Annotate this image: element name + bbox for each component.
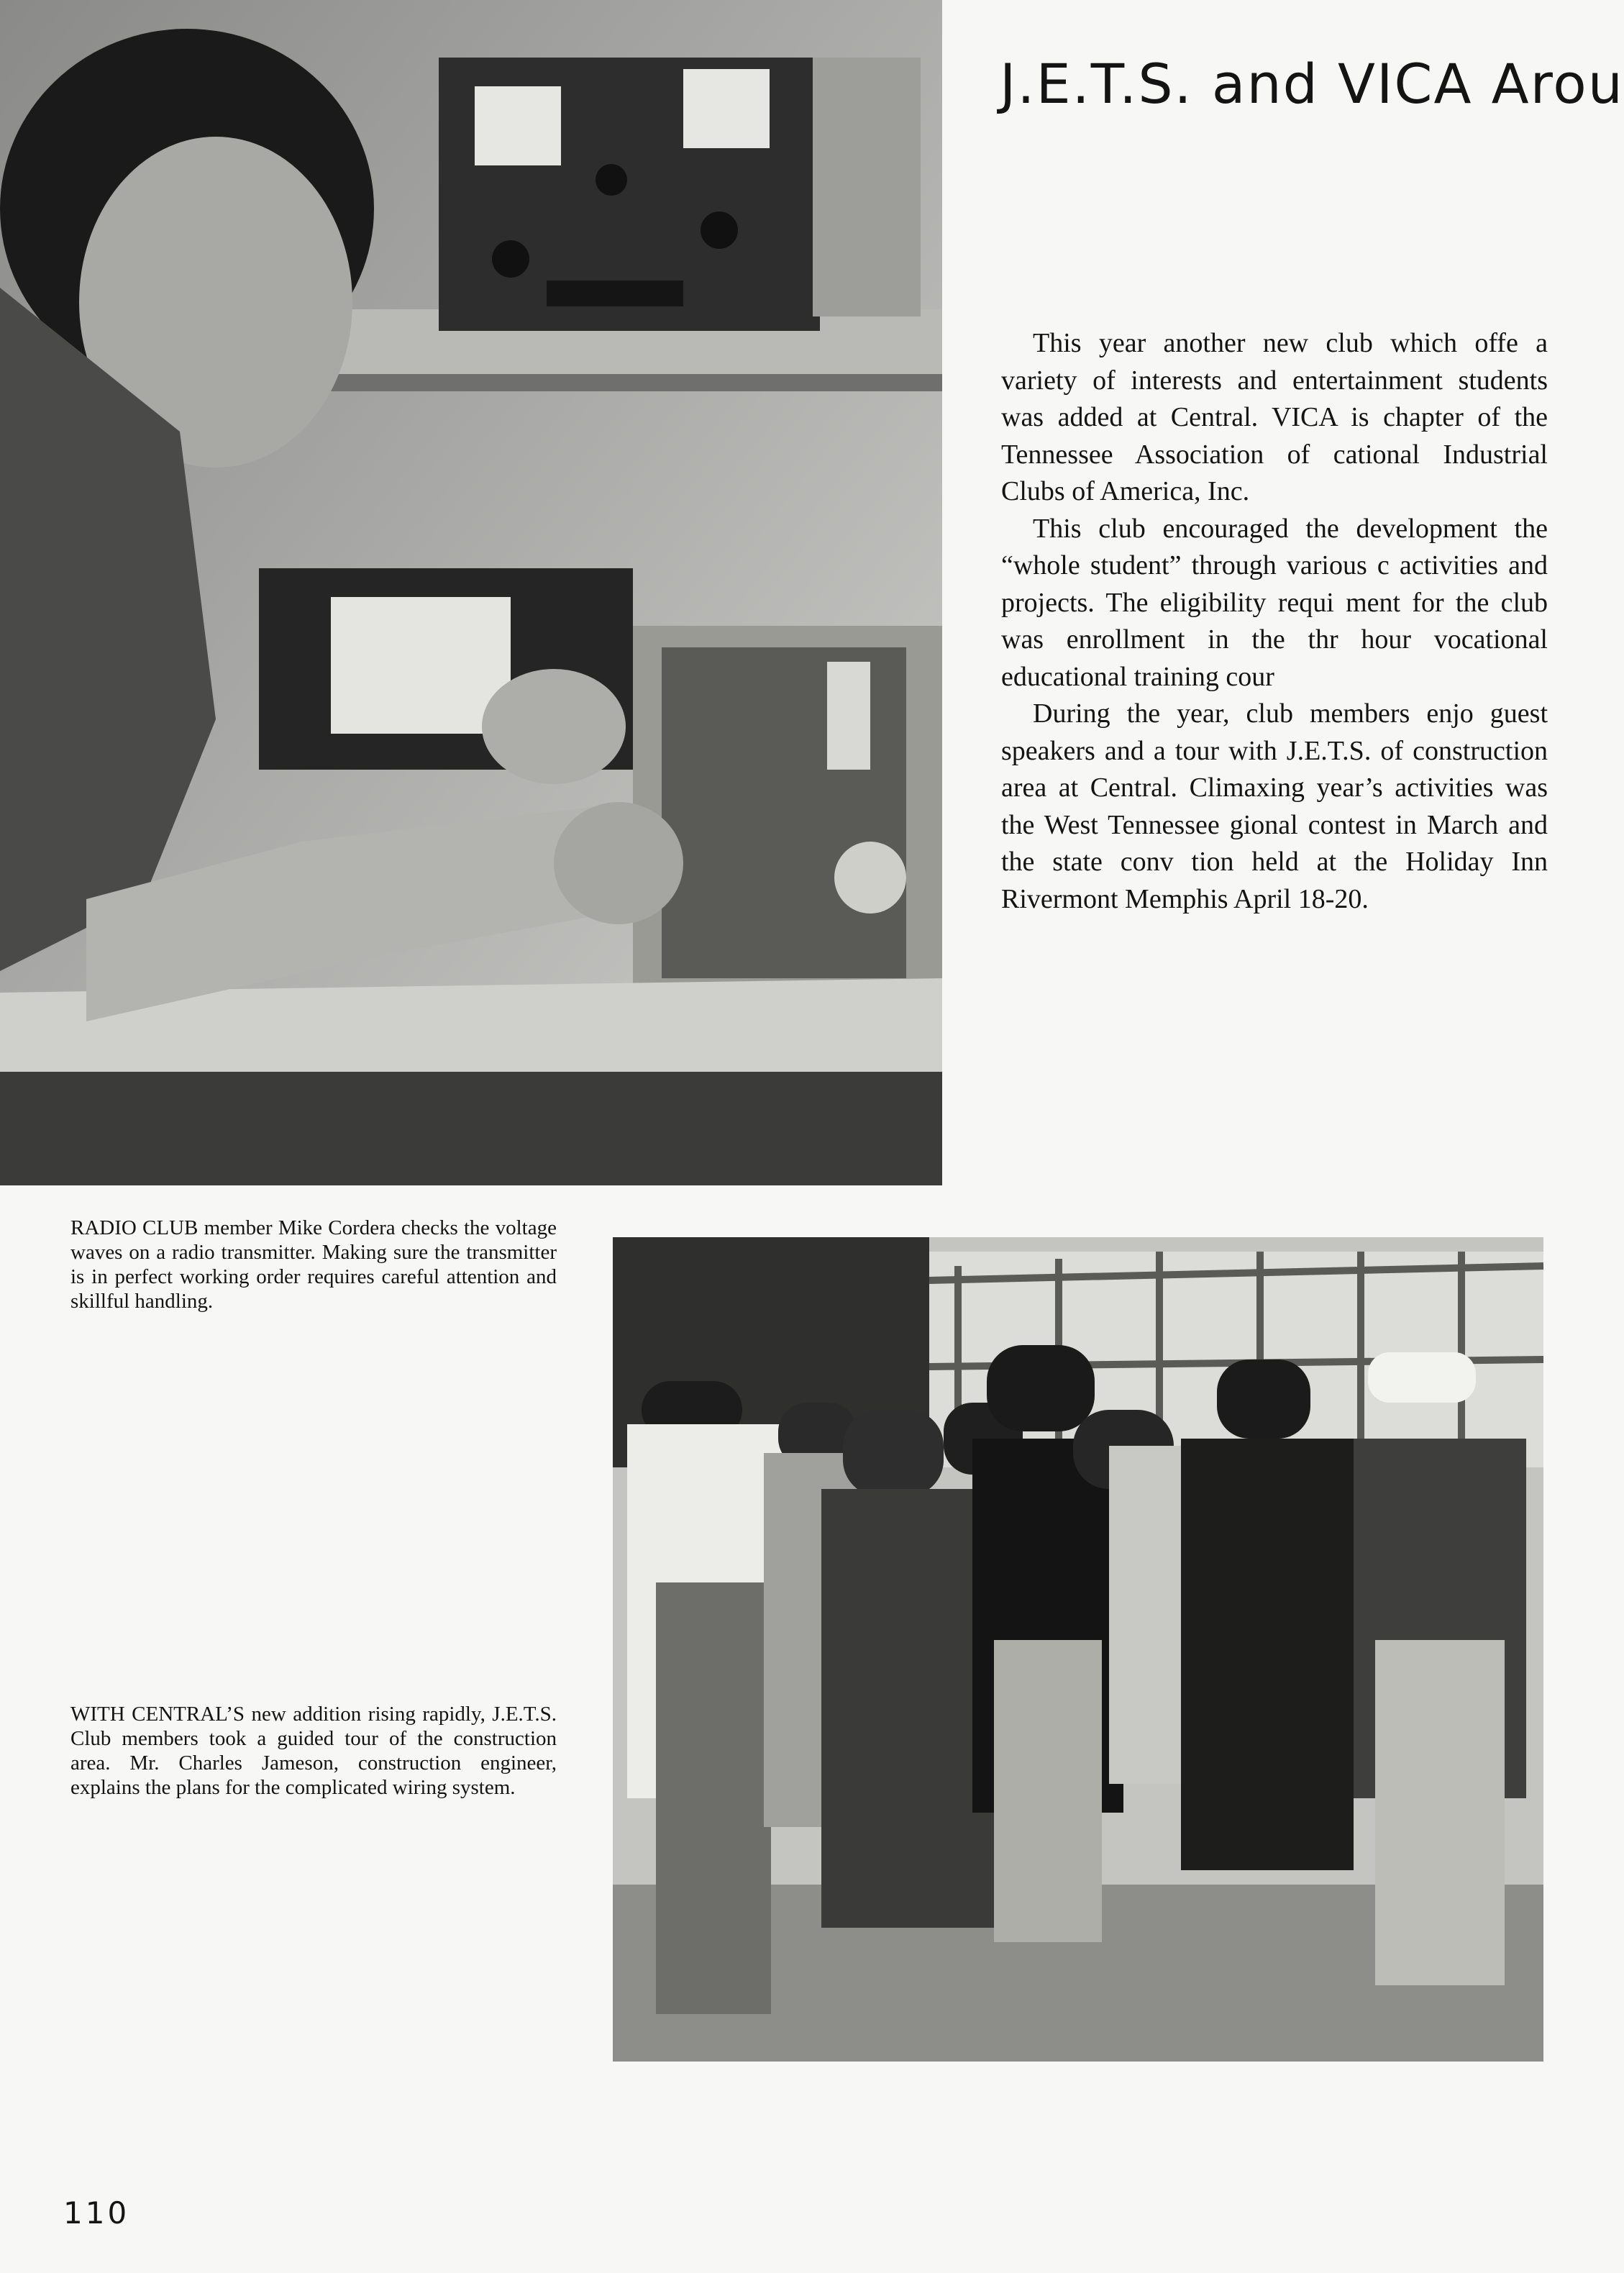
page-heading: J.E.T.S. and VICA Arou (1000, 52, 1624, 116)
jets-club-tour-photo (613, 1237, 1543, 2062)
article-paragraph: This club encouraged the development the “whole student” through various c activities and projects. The eligibility requi ment for the club was enrollment in the thr hour vocational educational training cour (1001, 513, 1548, 692)
article-paragraph: This year another new club which offe a variety of interests and entertainment students was added at Central. VICA is chapter of the Tennessee Association of cational Industrial Clubs of America, Inc. (1001, 328, 1548, 506)
article-paragraph: During the year, club members enjo guest speakers and a tour with J.E.T.S. of construction area at Central. Climaxing year’s activities was the West Tennessee gional contest in March and the state conv tion held at the Holiday Inn Rivermont Memphis April 18-20. (1001, 698, 1548, 914)
page-number: 110 (63, 2195, 130, 2231)
article-body (1001, 325, 1548, 918)
radio-club-caption: RADIO CLUB member Mike Cordera checks the voltage waves on a radio transmitter. Making sure the transmitter is in perfect working order requires careful attention and skillful handling. (70, 1216, 557, 1313)
jets-tour-caption: WITH CENTRAL’S new addition rising rapidly, J.E.T.S. Club members took a guided tour of the construction area. Mr. Charles Jameson, construction engineer, explains the plans for the complicated wiring system. (70, 1703, 557, 1799)
radio-club-photo (0, 0, 942, 1185)
